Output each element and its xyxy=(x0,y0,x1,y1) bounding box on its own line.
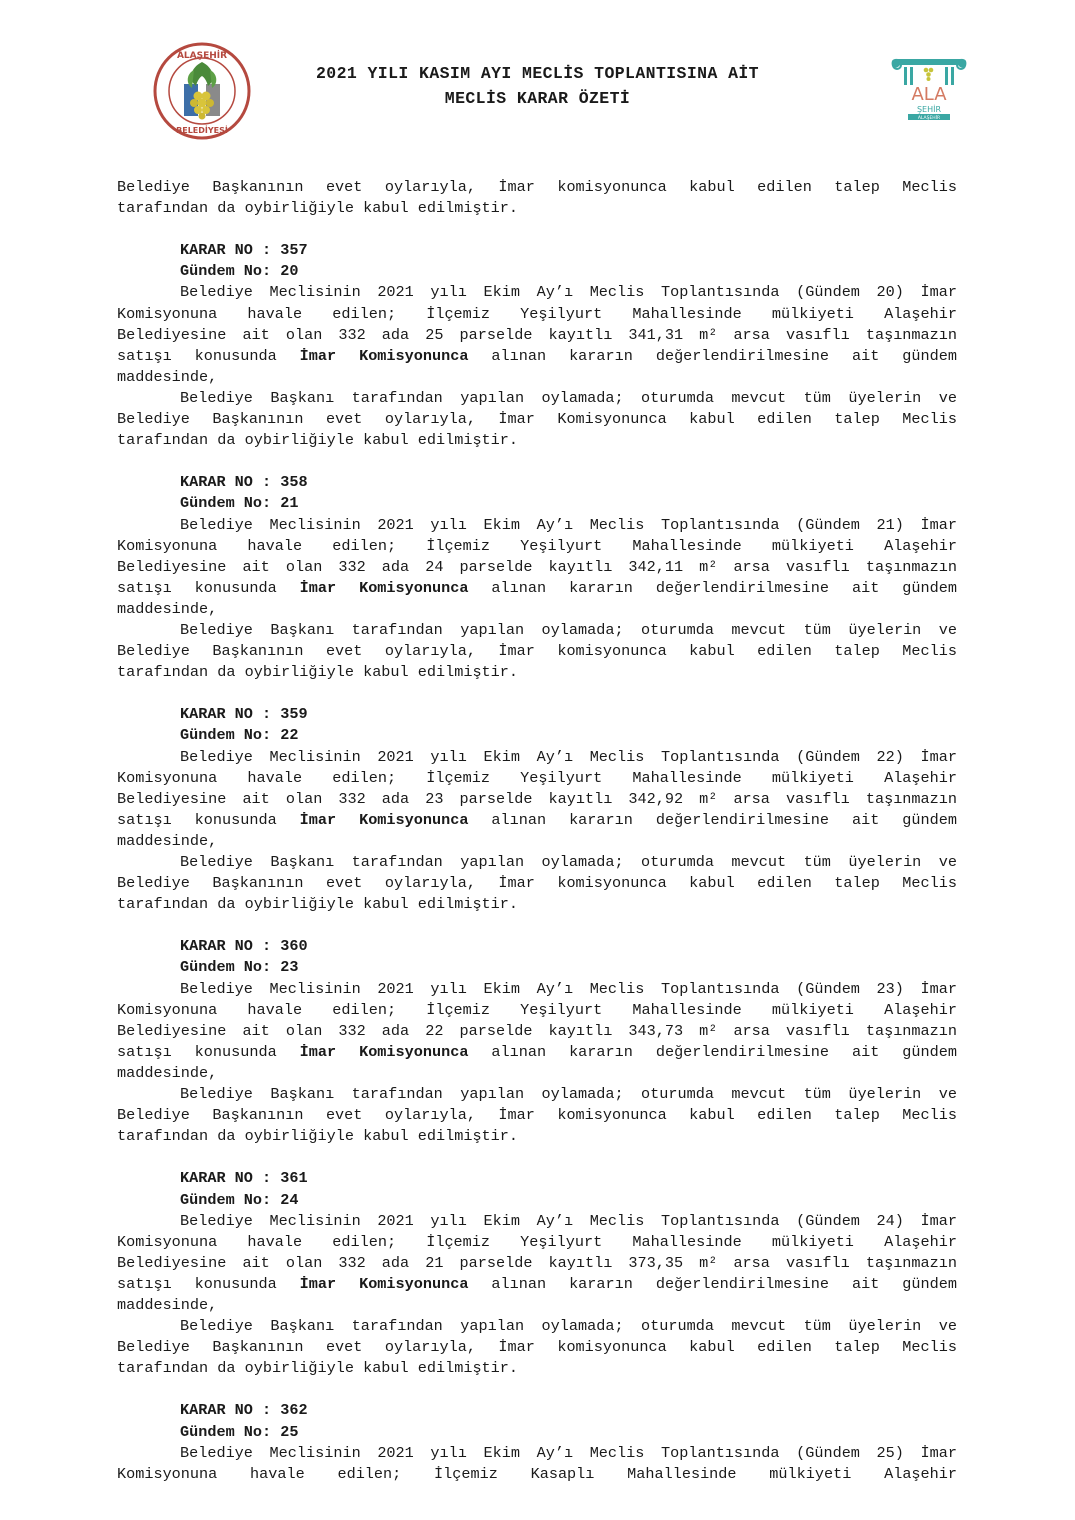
right-logo-tag-text: ALAŞEHİR xyxy=(917,116,941,121)
gundem-no: 24 xyxy=(280,1190,299,1209)
seal-bottom-text: BELEDİYESİ xyxy=(176,126,228,135)
gundem-no-line: Gündem No: 20 xyxy=(180,262,299,281)
decision-block xyxy=(117,936,957,1147)
imar-komisyonunca-bold: İmar Komisyonunca xyxy=(299,346,469,365)
paragraph-line: Belediye Başkanının evet oylarıyla, İmar komisyonunca kabul edilen talep Meclis xyxy=(117,1106,957,1125)
paragraph-line: Komisyonuna havale edilen; İlçemiz Kasaplı Mahallesinde mülkiyeti Alaşehir xyxy=(117,1464,957,1483)
paragraph-line: satışı konusunda İmar Komisyonunca alınan kararın değerlendirilmesine ait gündem xyxy=(117,578,957,597)
page-title-line-2: MECLİS KARAR ÖZETİ xyxy=(444,89,631,108)
paragraph-line: satışı konusunda İmar Komisyonunca alınan kararın değerlendirilmesine ait gündem xyxy=(117,1042,957,1061)
paragraph-line: Belediye Meclisinin 2021 yılı Ekim Ay’ı Meclis Toplantısında (Gündem 22) İmar xyxy=(180,747,957,766)
paragraph-line: tarafından da oybirliğiyle kabul edilmiştir. xyxy=(117,431,519,450)
paragraph-line: maddesinde, xyxy=(117,831,218,850)
gundem-no: 21 xyxy=(280,494,299,513)
decision-block xyxy=(117,1168,957,1379)
imar-komisyonunca-bold: İmar Komisyonunca xyxy=(299,578,469,597)
paragraph-line: satışı konusunda İmar Komisyonunca alınan kararın değerlendirilmesine ait gündem xyxy=(117,346,957,365)
paragraph-line: Belediye Başkanının evet oylarıyla, İmar Komisyonunca kabul edilen talep Meclis xyxy=(117,410,957,429)
paragraph-line: Belediye Meclisinin 2021 yılı Ekim Ay’ı Meclis Toplantısında (Gündem 23) İmar xyxy=(180,979,957,998)
gundem-no-line: Gündem No: 23 xyxy=(180,958,299,977)
ala-sehir-column-logo-icon xyxy=(888,56,970,122)
right-logo-sub-text: ŞEHİR xyxy=(916,105,942,114)
paragraph-line: Belediye Meclisinin 2021 yılı Ekim Ay’ı Meclis Toplantısında (Gündem 25) İmar xyxy=(180,1443,957,1462)
paragraph-line: Belediyesine ait olan 332 ada 23 parselde kayıtlı 342,92 m² arsa vasıflı taşınmazın xyxy=(117,789,957,808)
paragraph-line: Belediye Başkanının evet oylarıyla, İmar komisyonunca kabul edilen talep Meclis xyxy=(117,642,957,661)
gundem-no-line: Gündem No: 24 xyxy=(180,1190,299,1209)
gundem-no-line: Gündem No: 21 xyxy=(180,494,299,513)
karar-no: 362 xyxy=(280,1401,308,1420)
imar-komisyonunca-bold: İmar Komisyonunca xyxy=(299,1042,469,1061)
imar-komisyonunca-bold: İmar Komisyonunca xyxy=(299,1274,469,1293)
paragraph-line: Belediyesine ait olan 332 ada 24 parselde kayıtlı 342,11 m² arsa vasıflı taşınmazın xyxy=(117,557,957,576)
decision-block xyxy=(117,472,957,683)
paragraph-line: maddesinde, xyxy=(117,367,218,386)
paragraph-line: Belediye Meclisinin 2021 yılı Ekim Ay’ı Meclis Toplantısında (Gündem 24) İmar xyxy=(180,1211,957,1230)
karar-no: 361 xyxy=(280,1169,308,1188)
paragraph-line: Komisyonuna havale edilen; İlçemiz Yeşilyurt Mahallesinde mülkiyeti Alaşehir xyxy=(117,1000,957,1019)
gundem-no: 25 xyxy=(280,1422,299,1441)
continuation-line: tarafından da oybirliğiyle kabul edilmiştir. xyxy=(117,199,519,218)
gundem-no-line: Gündem No: 25 xyxy=(180,1422,299,1441)
imar-komisyonunca-bold: İmar Komisyonunca xyxy=(299,810,469,829)
karar-no-line: KARAR NO : 358 xyxy=(180,473,308,492)
karar-no: 359 xyxy=(280,705,308,724)
paragraph-line: tarafından da oybirliğiyle kabul edilmiştir. xyxy=(117,895,519,914)
paragraph-line: Belediyesine ait olan 332 ada 21 parselde kayıtlı 373,35 m² arsa vasıflı taşınmazın xyxy=(117,1253,957,1272)
karar-no: 357 xyxy=(280,241,308,260)
continuation-line: Belediye Başkanının evet oylarıyla, İmar komisyonunca kabul edilen talep Meclis xyxy=(117,178,957,196)
paragraph-line: Belediye Başkanı tarafından yapılan oylamada; oturumda mevcut tüm üyelerin ve xyxy=(180,388,957,407)
paragraph-line: Komisyonuna havale edilen; İlçemiz Yeşilyurt Mahallesinde mülkiyeti Alaşehir xyxy=(117,768,957,787)
karar-no: 360 xyxy=(280,937,308,956)
paragraph-line: maddesinde, xyxy=(117,1295,218,1314)
paragraph-line: maddesinde, xyxy=(117,599,218,618)
paragraph-line: Belediyesine ait olan 332 ada 22 parselde kayıtlı 343,73 m² arsa vasıflı taşınmazın xyxy=(117,1021,957,1040)
karar-no: 358 xyxy=(280,473,308,492)
right-logo-main-text: ALA xyxy=(911,84,947,105)
document-body xyxy=(117,177,957,1485)
alasehir-belediyesi-seal-icon xyxy=(150,42,254,140)
paragraph-line: satışı konusunda İmar Komisyonunca alınan kararın değerlendirilmesine ait gündem xyxy=(117,810,957,829)
karar-no-line: KARAR NO : 360 xyxy=(180,937,308,956)
paragraph-line: Belediye Başkanının evet oylarıyla, İmar komisyonunca kabul edilen talep Meclis xyxy=(117,1338,957,1357)
gundem-no: 22 xyxy=(280,726,299,745)
decision-block xyxy=(117,240,957,451)
gundem-no: 23 xyxy=(280,958,299,977)
decision-block xyxy=(117,1400,957,1484)
paragraph-line: maddesinde, xyxy=(117,1063,218,1082)
page-title-line-1: 2021 YILI KASIM AYI MECLİS TOPLANTISINA AİT xyxy=(316,64,759,83)
paragraph-line: tarafından da oybirliğiyle kabul edilmiştir. xyxy=(117,663,519,682)
karar-no-line: KARAR NO : 359 xyxy=(180,705,308,724)
paragraph-line: Belediyesine ait olan 332 ada 25 parselde kayıtlı 341,31 m² arsa vasıflı taşınmazın xyxy=(117,325,957,344)
paragraph-line: Belediye Başkanı tarafından yapılan oylamada; oturumda mevcut tüm üyelerin ve xyxy=(180,620,957,639)
paragraph-line: Belediye Başkanının evet oylarıyla, İmar komisyonunca kabul edilen talep Meclis xyxy=(117,874,957,893)
paragraph-line: Belediye Meclisinin 2021 yılı Ekim Ay’ı Meclis Toplantısında (Gündem 20) İmar xyxy=(180,283,957,302)
gundem-no: 20 xyxy=(280,262,299,281)
paragraph-line: Komisyonuna havale edilen; İlçemiz Yeşilyurt Mahallesinde mülkiyeti Alaşehir xyxy=(117,1232,957,1251)
decision-block xyxy=(117,704,957,915)
paragraph-line: tarafından da oybirliğiyle kabul edilmiştir. xyxy=(117,1127,519,1146)
page-header xyxy=(0,0,1075,150)
paragraph-line: Belediye Başkanı tarafından yapılan oylamada; oturumda mevcut tüm üyelerin ve xyxy=(180,1085,957,1104)
paragraph-line: Belediye Meclisinin 2021 yılı Ekim Ay’ı Meclis Toplantısında (Gündem 21) İmar xyxy=(180,515,957,534)
paragraph-line: Komisyonuna havale edilen; İlçemiz Yeşilyurt Mahallesinde mülkiyeti Alaşehir xyxy=(117,304,957,323)
karar-no-line: KARAR NO : 357 xyxy=(180,241,308,260)
paragraph-line: Komisyonuna havale edilen; İlçemiz Yeşilyurt Mahallesinde mülkiyeti Alaşehir xyxy=(117,536,957,555)
paragraph-line: Belediye Başkanı tarafından yapılan oylamada; oturumda mevcut tüm üyelerin ve xyxy=(180,1317,957,1336)
gundem-no-line: Gündem No: 22 xyxy=(180,726,299,745)
karar-no-line: KARAR NO : 361 xyxy=(180,1169,308,1188)
karar-no-line: KARAR NO : 362 xyxy=(180,1401,308,1420)
paragraph-line: satışı konusunda İmar Komisyonunca alınan kararın değerlendirilmesine ait gündem xyxy=(117,1274,957,1293)
paragraph-line: tarafından da oybirliğiyle kabul edilmiştir. xyxy=(117,1359,519,1378)
paragraph-line: Belediye Başkanı tarafından yapılan oylamada; oturumda mevcut tüm üyelerin ve xyxy=(180,853,957,871)
seal-top-text: ALAŞEHİR xyxy=(176,51,228,61)
